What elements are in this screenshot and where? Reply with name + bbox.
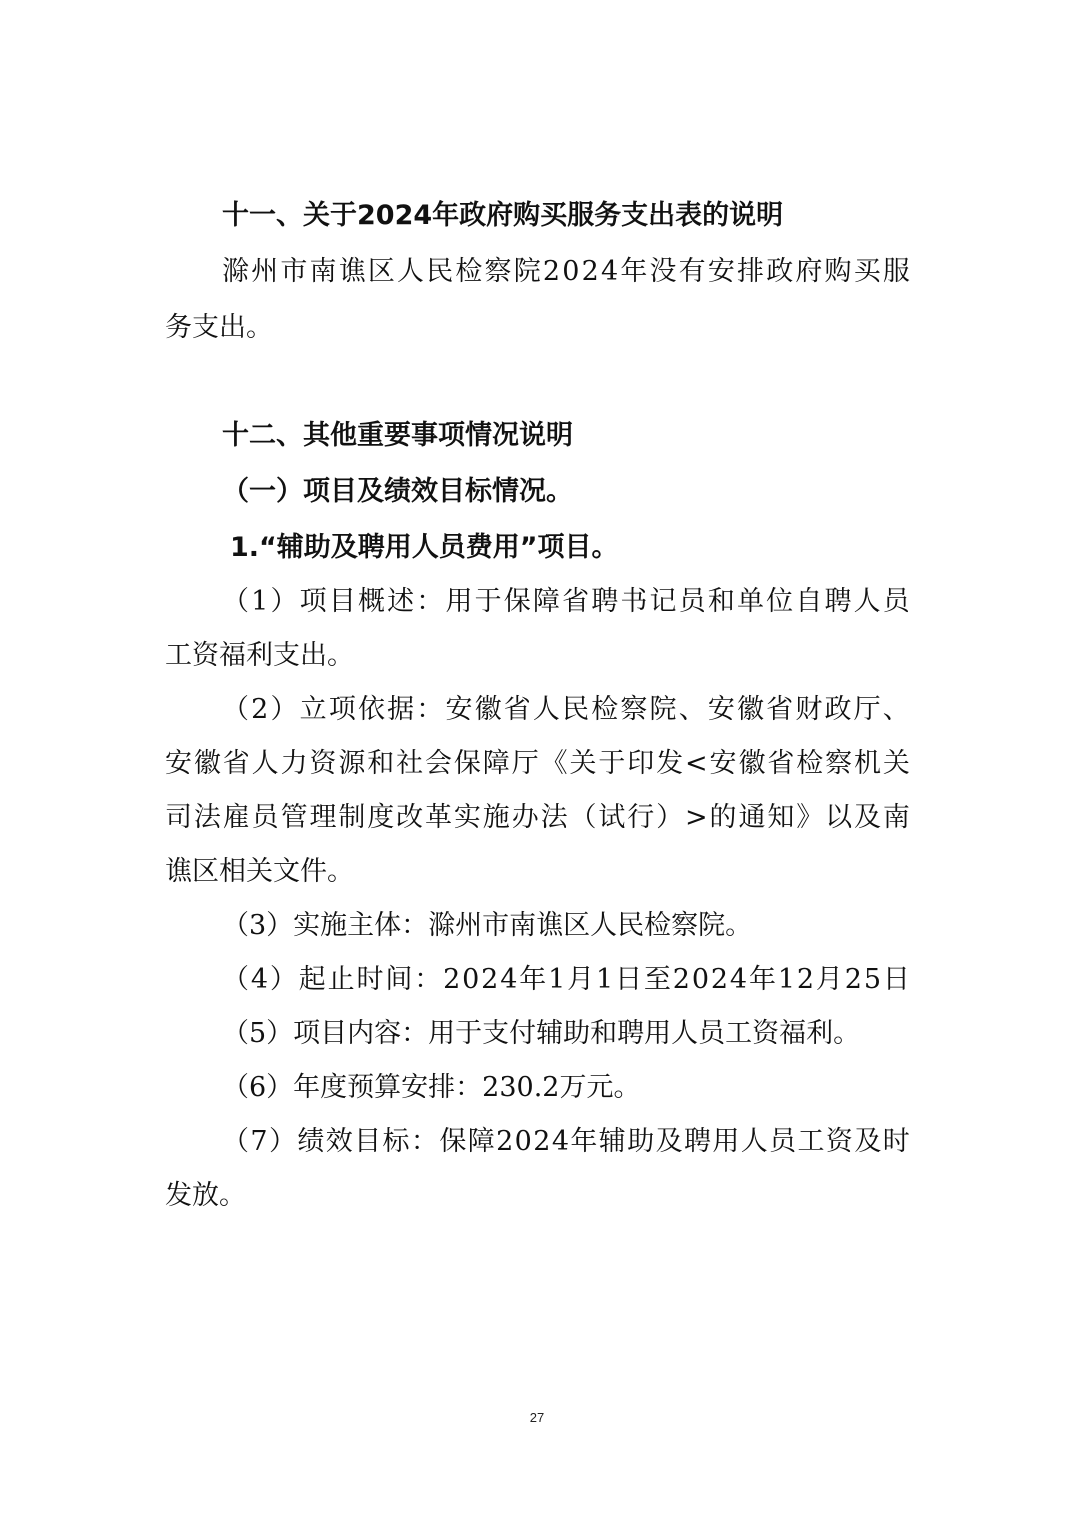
paragraph-line: （ 7 ） 绩 效 目 标 ： 保 障 2 0 2 4 年 辅 助 及 聘 用 人 员 工 资 及 时 bbox=[222, 1126, 910, 1157]
paragraph-line: 司 法 雇 员 管 理 制 度 改 革 实 施 办 法 （ 试 行 ） > 的 通 知 》 以 及 南 bbox=[165, 802, 910, 833]
paragraph-line: （ 1 ） 项 目 概 述 ： 用 于 保 障 省 聘 书 记 员 和 单 位 自 聘 人 员 bbox=[222, 586, 910, 617]
paragraph-line: 务支出。 bbox=[165, 312, 273, 343]
paragraph-line: （ 4 ） 起 止 时 间 ： 2 0 2 4 年 1 月 1 日 至 2 0 2 4 年 1 2 月 2 5 日 bbox=[222, 964, 910, 995]
paragraph-line: （ 2 ） 立 项 依 据 ： 安 徽 省 人 民 检 察 院 、 安 徽 省 财 政 厅 、 bbox=[222, 694, 910, 725]
section-heading-12: 十二、其他重要事项情况说明 bbox=[222, 420, 573, 451]
paragraph-line: 安 徽 省 人 力 资 源 和 社 会 保 障 厅 《 关 于 印 发 < 安 徽 省 检 察 机 关 bbox=[165, 748, 910, 779]
paragraph-line: （5）项目内容：用于支付辅助和聘用人员工资福利。 bbox=[222, 1018, 861, 1049]
section-heading-11: 十一、关于2024年政府购买服务支出表的说明 bbox=[222, 200, 784, 231]
item-title: 1.“辅助及聘用人员费用”项目。 bbox=[230, 532, 619, 563]
paragraph-line: （6）年度预算安排：230.2万元。 bbox=[222, 1072, 641, 1103]
paragraph-line: 工资福利支出。 bbox=[165, 640, 354, 671]
paragraph-line: 谯区相关文件。 bbox=[165, 856, 354, 887]
subheading: （一）项目及绩效目标情况。 bbox=[222, 476, 573, 507]
paragraph-line: 滁 州 市 南 谯 区 人 民 检 察 院 2 0 2 4 年 没 有 安 排 政 府 购 买 服 bbox=[222, 256, 910, 287]
paragraph-line: 发放。 bbox=[165, 1180, 246, 1211]
paragraph-line: （3）实施主体：滁州市南谯区人民检察院。 bbox=[222, 910, 753, 941]
page-number: 27 bbox=[529, 1410, 545, 1425]
